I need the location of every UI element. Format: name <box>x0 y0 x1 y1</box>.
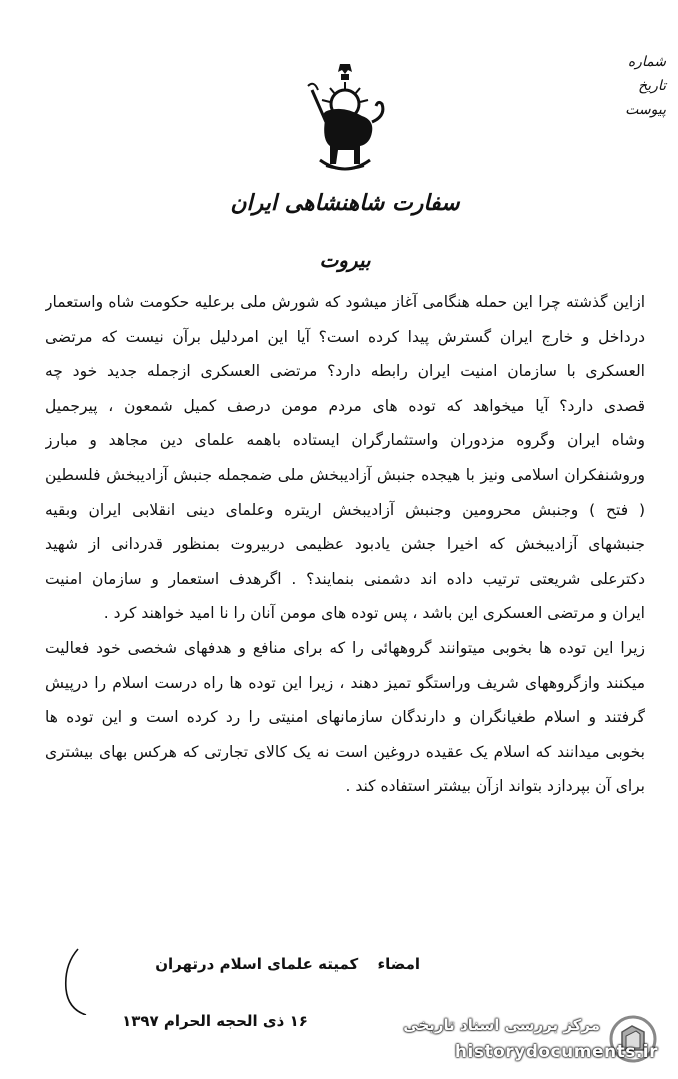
body-line: وشاه ایران وگروه مزدوران واستثمارگران ایستاده باهمه علمای دین مجاهد و مبارز <box>45 431 645 450</box>
signature-label: امضاء <box>377 955 420 973</box>
signature-line <box>40 955 420 973</box>
body-line: درداخل و خارج ایران گسترش پیدا کرده است؟ آیا این امردلیل برآن نیست که مرتضی <box>45 327 645 346</box>
body-line: میکنند وازگروههای شریف وراستگو تمیز دهند ، زیرا این توده ها راه درست اسلام را درپیش <box>45 673 645 692</box>
date-field-label: تاریخ <box>638 78 666 94</box>
body-line: ازاین گذشته چرا این حمله هنگامی آغاز میشود که شورش ملی برعلیه حکومت شاه واستعمار <box>45 293 645 311</box>
letter-reference-fields <box>606 50 666 122</box>
city-heading: بیروت <box>319 248 371 272</box>
body-line: وروشنفکران اسلامی ونیز با هیجده جنبش آزادیبخش ملی ضمجمله جنبش آزادیبخش فلسطین <box>45 465 645 484</box>
body-line: ایران و مرتضی العسکری این باشد ، پس توده های مومن آنان را نا امید خواهند کرد . <box>103 604 645 623</box>
letter-date: ۱۶ ذی الحجه الحرام ۱۳۹۷ <box>122 1012 308 1030</box>
watermark <box>370 1012 670 1072</box>
body-line: قصدی دارد؟ آیا میخواهد که توده های مردم مومن درصف کمیل شمعون ، پیرجمیل <box>45 396 645 415</box>
watermark-title: مرکز بررسی اسناد تاریخی <box>403 1016 600 1034</box>
lion-and-sun-emblem-icon <box>300 60 390 180</box>
body-line: زیرا این توده ها بخوبی میتوانند گروههائی را که برای منافع و هدفهای شخصی خود فعالیت <box>45 638 645 657</box>
body-line: برای آن بپردازد بتواند ازآن بیشتر استفاده کند . <box>345 777 645 796</box>
watermark-url: historydocuments.ir <box>454 1042 658 1062</box>
signatory-name: کمیته علمای اسلام درتهران <box>155 955 359 973</box>
body-line: گرفتند و اسلام طغیانگران و دارندگان سازمانهای امنیتی را رد کرده است و این توده ها <box>45 708 645 727</box>
body-line: بخوبی میدانند که اسلام یک عقیده دروغین است نه یک کالای تجارتی که هرکس بهای بیشتری <box>45 742 645 761</box>
body-line: العسکری با سازمان امنیت ایران رابطه دارد؟ مرتضی العسکری ازجمله جدید خود چه <box>45 362 645 381</box>
embassy-heading: سفارت شاهنشاهی ایران <box>230 190 460 216</box>
body-line: دکترعلی شریعتی ترتیب داده اند دشمنی بنمایند؟ . اگرهدف استعمار و سازمان امنیت <box>45 569 645 588</box>
body-line: ( فتح ) وجنبش محرومین وجنبش آزادیبخش اریتره وعلمای دینی انقلابی ایران وبقیه <box>45 500 645 519</box>
letter-body <box>45 285 645 804</box>
body-line: جنبشهای آزادیبخش که اخیرا جشن یادبود عظیمی دربیروت بمنظور قدردانی از شهید <box>45 535 645 554</box>
attachment-field-label: پیوست <box>625 102 666 118</box>
number-field-label: شماره <box>627 54 666 70</box>
